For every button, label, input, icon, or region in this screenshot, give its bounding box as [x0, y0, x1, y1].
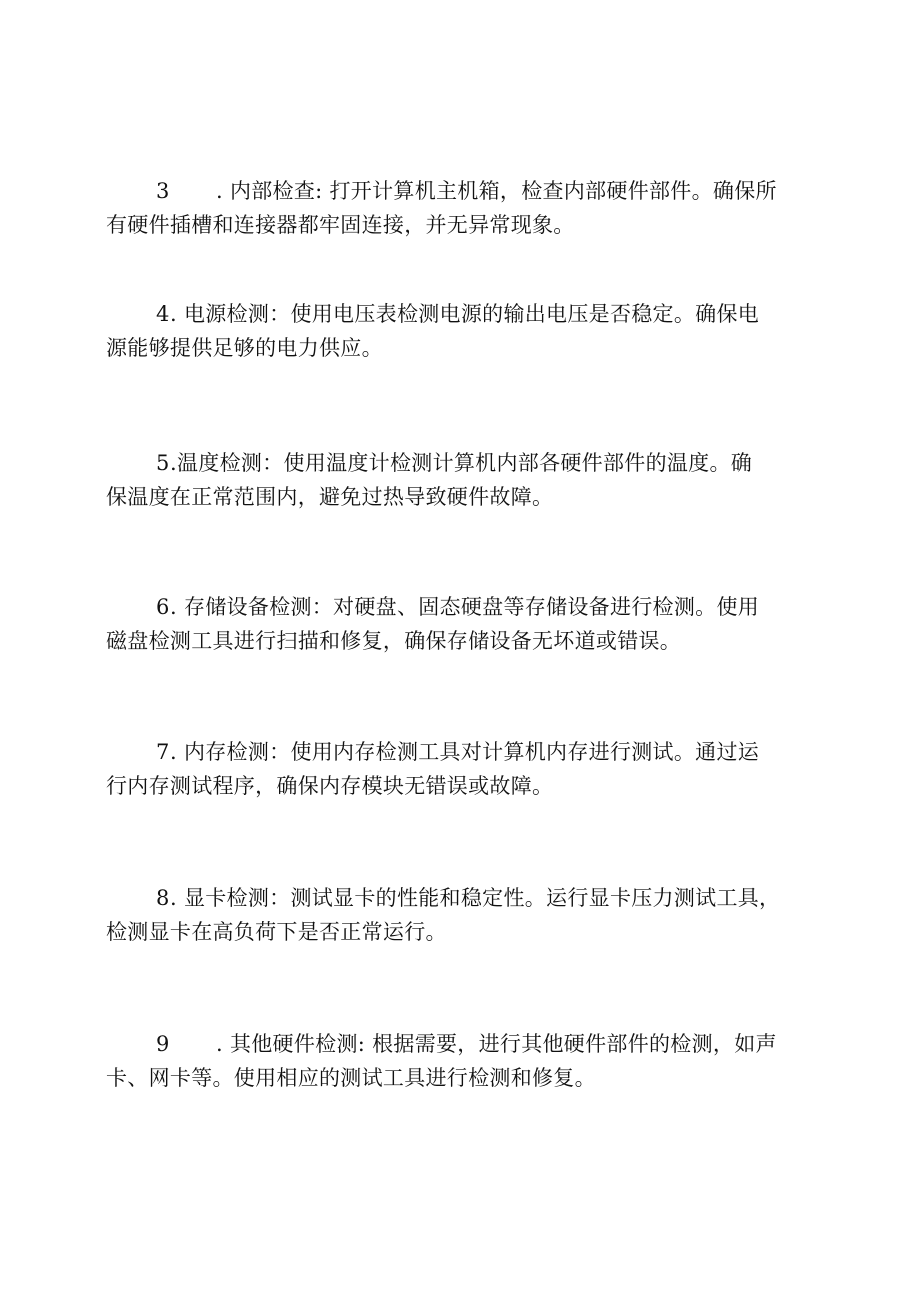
paragraph-line-2: 保温度在正常范围内，避免过热导致硬件故障。 — [106, 485, 554, 509]
paragraph-memory-check — [106, 735, 830, 803]
paragraph-line-1 — [106, 446, 830, 480]
paragraph-line-1 — [106, 297, 830, 331]
paragraph-text: . 显卡检测：测试显卡的性能和稳定性。运行显卡压力测试工具， — [170, 886, 781, 910]
paragraph-other-hardware-check — [106, 1027, 830, 1095]
item-number: 7 — [156, 740, 170, 764]
paragraph-text: . 存储设备检测：对硬盘、固态硬盘等存储设备进行检测。使用 — [170, 595, 760, 619]
paragraph-line-1 — [106, 1027, 830, 1061]
item-number: 6 — [156, 595, 170, 619]
paragraph-text: . 内部检查: 打开计算机主机箱，检查内部硬件部件。确保所 — [216, 179, 777, 203]
item-number: 8 — [156, 886, 170, 910]
paragraph-temperature-check — [106, 446, 830, 514]
paragraph-storage-check — [106, 590, 830, 658]
paragraph-text: . 其他硬件检测: 根据需要，进行其他硬件部件的检测，如声 — [216, 1032, 777, 1056]
paragraph-line-2: 检测显卡在高负荷下是否正常运行。 — [106, 920, 447, 944]
item-number: 9 — [156, 1032, 170, 1056]
paragraph-line-2: 源能够提供足够的电力供应。 — [106, 336, 383, 360]
paragraph-line-1 — [106, 174, 830, 208]
paragraph-line-2: 行内存测试程序，确保内存模块无错误或故障。 — [106, 774, 554, 798]
paragraph-graphics-check — [106, 881, 830, 949]
paragraph-line-1 — [106, 735, 830, 769]
item-number: 5 — [156, 451, 170, 475]
paragraph-text: . 内存检测：使用内存检测工具对计算机内存进行测试。通过运 — [170, 740, 760, 764]
paragraph-line-2: 磁盘检测工具进行扫描和修复，确保存储设备无坏道或错误。 — [106, 629, 682, 653]
paragraph-line-1 — [106, 881, 830, 915]
paragraph-text: . 电源检测：使用电压表检测电源的输出电压是否稳定。确保电 — [170, 302, 760, 326]
paragraph-text: .温度检测：使用温度计检测计算机内部各硬件部件的温度。确 — [170, 451, 753, 475]
paragraph-internal-inspection — [106, 174, 830, 242]
paragraph-power-check — [106, 297, 830, 365]
paragraph-line-2: 有硬件插槽和连接器都牢固连接，并无异常现象。 — [106, 213, 575, 237]
item-number: 4 — [156, 302, 170, 326]
paragraph-line-2: 卡、网卡等。使用相应的测试工具进行检测和修复。 — [106, 1066, 596, 1090]
paragraph-line-1 — [106, 590, 830, 624]
item-number: 3 — [156, 179, 170, 203]
